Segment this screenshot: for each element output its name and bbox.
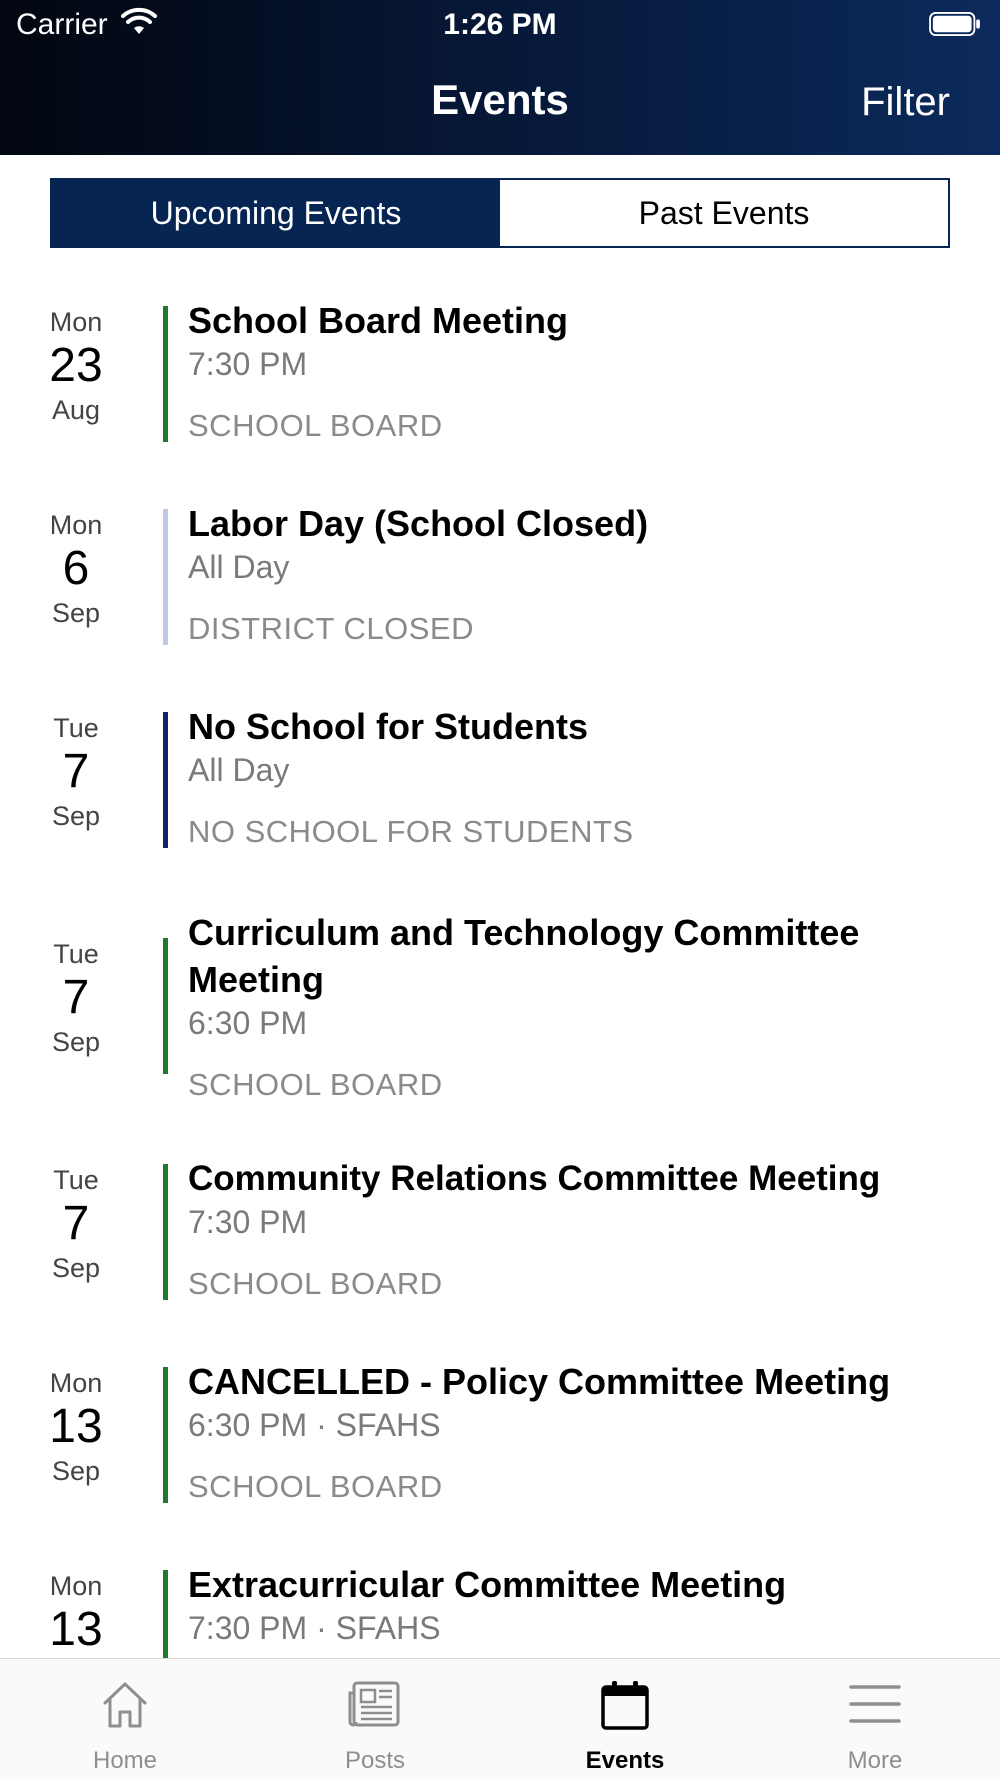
event-day: 13 bbox=[49, 1400, 103, 1453]
event-time: All Day bbox=[188, 549, 290, 585]
nav-header bbox=[0, 0, 1000, 155]
event-time: All Day bbox=[188, 752, 290, 788]
event-weekday: Mon bbox=[49, 1368, 103, 1398]
tab-label: Home bbox=[92, 1747, 158, 1774]
home-icon bbox=[99, 1679, 151, 1731]
event-row[interactable] bbox=[0, 1108, 1000, 1301]
event-month: Aug bbox=[51, 395, 101, 425]
event-day: 6 bbox=[62, 542, 90, 595]
events-segmented-control bbox=[50, 178, 950, 248]
event-title: CANCELLED - Policy Committee Meeting bbox=[188, 1361, 891, 1402]
event-date bbox=[0, 509, 152, 629]
event-weekday: Tue bbox=[53, 939, 99, 969]
event-date bbox=[0, 1164, 152, 1284]
event-time: 7:30 PM bbox=[188, 346, 308, 382]
event-day: 13 bbox=[49, 1603, 103, 1656]
event-day: 7 bbox=[62, 745, 90, 798]
event-weekday: Tue bbox=[53, 713, 99, 743]
event-time: 6:30 PM bbox=[188, 1005, 308, 1041]
event-list bbox=[0, 250, 1000, 1658]
event-title: No School for Students bbox=[188, 706, 588, 747]
event-category: NO SCHOOL FOR STUDENTS bbox=[188, 814, 634, 849]
event-date bbox=[0, 306, 152, 426]
category-color-bar bbox=[163, 938, 168, 1074]
event-category: SCHOOL BOARD bbox=[188, 1469, 443, 1504]
category-color-bar bbox=[163, 306, 168, 442]
event-time: 6:30 PM · SFAHS bbox=[188, 1407, 441, 1443]
tab-home[interactable] bbox=[0, 1659, 250, 1779]
battery-icon bbox=[928, 12, 982, 36]
event-weekday: Mon bbox=[49, 307, 103, 337]
event-title: School Board Meeting bbox=[188, 300, 569, 341]
event-title: Labor Day (School Closed) bbox=[188, 503, 649, 544]
event-day: 7 bbox=[62, 1197, 90, 1250]
status-bar bbox=[0, 0, 1000, 50]
event-weekday: Mon bbox=[49, 1571, 103, 1601]
tab-past-events[interactable]: Past Events bbox=[500, 180, 948, 246]
event-time: 7:30 PM bbox=[188, 1204, 308, 1240]
event-row[interactable] bbox=[0, 882, 1000, 1102]
tab-events[interactable] bbox=[500, 1659, 750, 1779]
event-time: 7:30 PM · SFAHS bbox=[188, 1610, 441, 1646]
event-day: 23 bbox=[49, 339, 103, 392]
filter-button[interactable]: Filter bbox=[861, 80, 950, 124]
category-color-bar bbox=[163, 1164, 168, 1300]
event-month: Sep bbox=[51, 1027, 101, 1057]
calendar-icon bbox=[600, 1679, 650, 1731]
tab-label: More bbox=[847, 1747, 903, 1774]
event-row[interactable] bbox=[0, 1311, 1000, 1504]
category-color-bar bbox=[163, 712, 168, 848]
newspaper-icon bbox=[348, 1679, 402, 1729]
event-month: Sep bbox=[51, 1456, 101, 1486]
event-title: Curriculum and Technology Committee Meeting bbox=[188, 912, 860, 1000]
event-category: DISTRICT CLOSED bbox=[188, 611, 474, 646]
event-category: SCHOOL BOARD bbox=[188, 1266, 443, 1301]
tab-label: Events bbox=[585, 1747, 665, 1774]
tab-more[interactable] bbox=[750, 1659, 1000, 1779]
tab-posts[interactable] bbox=[250, 1659, 500, 1779]
event-title: Extracurricular Committee Meeting bbox=[188, 1564, 787, 1605]
event-month: Sep bbox=[51, 801, 101, 831]
event-category: SCHOOL BOARD bbox=[188, 1067, 443, 1102]
menu-icon bbox=[848, 1679, 902, 1729]
tab-upcoming-events[interactable]: Upcoming Events bbox=[52, 180, 500, 246]
status-time: 1:26 PM bbox=[443, 8, 557, 41]
event-date bbox=[0, 1367, 152, 1487]
event-row[interactable] bbox=[0, 656, 1000, 849]
event-row[interactable] bbox=[0, 453, 1000, 646]
event-weekday: Mon bbox=[49, 510, 103, 540]
event-month: Sep bbox=[51, 598, 101, 628]
tab-bar bbox=[0, 1658, 1000, 1779]
event-day: 7 bbox=[62, 971, 90, 1024]
carrier-label: Carrier bbox=[16, 8, 108, 41]
event-row[interactable] bbox=[0, 250, 1000, 443]
event-category: SCHOOL BOARD bbox=[188, 408, 443, 443]
tab-label: Posts bbox=[344, 1747, 406, 1774]
event-date bbox=[0, 712, 152, 832]
category-color-bar bbox=[163, 1367, 168, 1503]
page-title: Events bbox=[431, 76, 569, 123]
event-date bbox=[0, 938, 152, 1058]
event-title: Community Relations Committee Meeting bbox=[188, 1159, 881, 1198]
event-month: Sep bbox=[51, 1253, 101, 1283]
event-weekday: Tue bbox=[53, 1165, 99, 1195]
category-color-bar bbox=[163, 509, 168, 645]
